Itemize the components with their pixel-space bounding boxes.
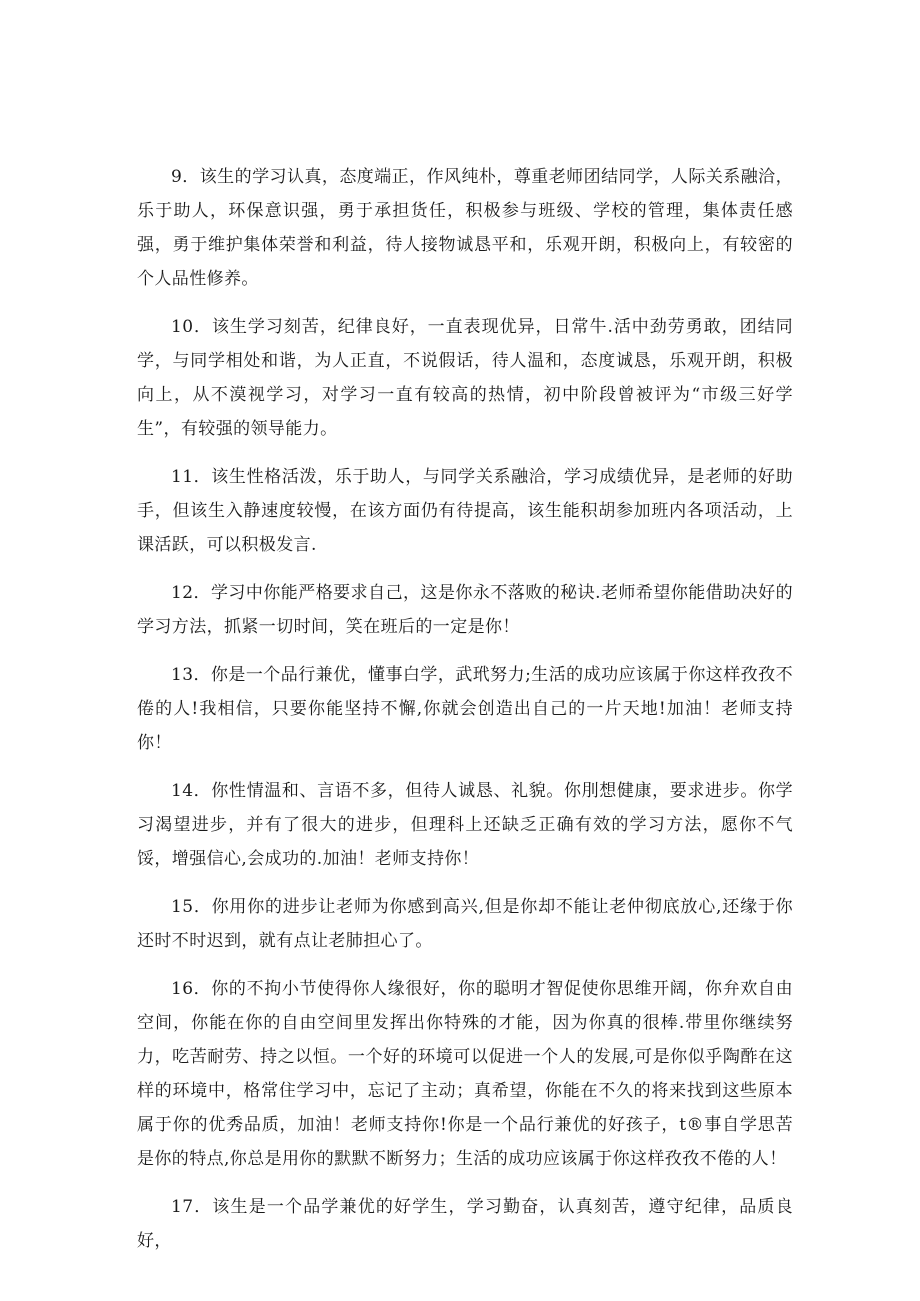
comment-paragraph-15: 15．你用你的进步让老师为你感到高兴,但是你却不能让老仲彻底放心,还缘于你还时不时迟到，就有点让老肺担心了。 [137,897,793,951]
comment-paragraph-10: 10．该生学习刻苦，纪律良好，一直表现优异，日常牛.活中劲劳勇敢，团结同学，与同学相处和谐，为人正直，不说假话，待人温和，态度诚恳，乐观开朗，积极向上，从不漠视学习，对学习一直有较高的热情，初中阶段曾被评为“市级三好学生”，有较强的领导能力。 [137,317,793,439]
comment-paragraph-16: 16．你的不拘小节使得你人缘很好，你的聪明才智促使你思维开阔，你弁欢自由空间，你能在你的自由空间里发挥出你特殊的才能，因为你真的很棒.带里你继续努力，吃苦耐劳、持之以恒。一个好的环境可以促进一个人的发展,可是你似乎陶酢在这样的环境中，格常住学习中，忘记了主动；真希望，你能在不久的将来找到这些原本属于你的优秀品质，加油！老师支持你!你是一个品行兼优的好孩子，t®事自学思苦是你的特点,你总是用你的默默不断努力；生活的成功应该属于你这样孜孜不倦的人！ [137,979,793,1169]
comment-paragraph-11: 11．该生性格活泼，乐于助人，与同学关系融洽，学习成绩优异，是老师的好助手，但该生入静速度较慢，在该方面仍有待提高，该生能积胡参加班内各项活动，上课活跃，可以积极发言. [137,467,793,555]
comment-paragraph-13: 13．你是一个品行兼优，懂事白学，武玳努力;生活的成功应该属于你这样孜孜不倦的人!我相信，只要你能坚持不懈,你就会创造出自己的一片天地!加油！老师支持你！ [137,665,793,753]
comment-paragraph-9: 9．该生的学习认真，态度端正，作风纯朴，尊重老师团结同学，人际关系融洽，乐于助人，环保意识强，勇于承担货任，积极参与班级、学校的管理，集体责任感强，勇于维护集体荣誉和利益，待人接物诚恳平和，乐观开朗，积极向上，有较密的个人品性修养。 [137,167,793,289]
comment-paragraph-12: 12．学习中你能严格要求自己，这是你永不落败的秘诀.老师希望你能借助决好的学习方法，抓紧一切时间，笑在班后的一定是你！ [137,583,793,637]
comment-paragraph-17: 17．该生是一个品学兼优的好学生，学习勤奋，认真刻苦，遵守纪律，品质良好， [137,1197,793,1251]
document-body [137,160,793,1272]
comment-paragraph-14: 14．你性情温和、言语不多，但待人诚恳、礼貌。你刖想健康，要求进步。你学习渴望进步，并有了很大的进步，但理科上还缺乏正确有效的学习方法，愿你不气馁，增强信心,会成功的.加油！老师支持你！ [137,781,793,869]
